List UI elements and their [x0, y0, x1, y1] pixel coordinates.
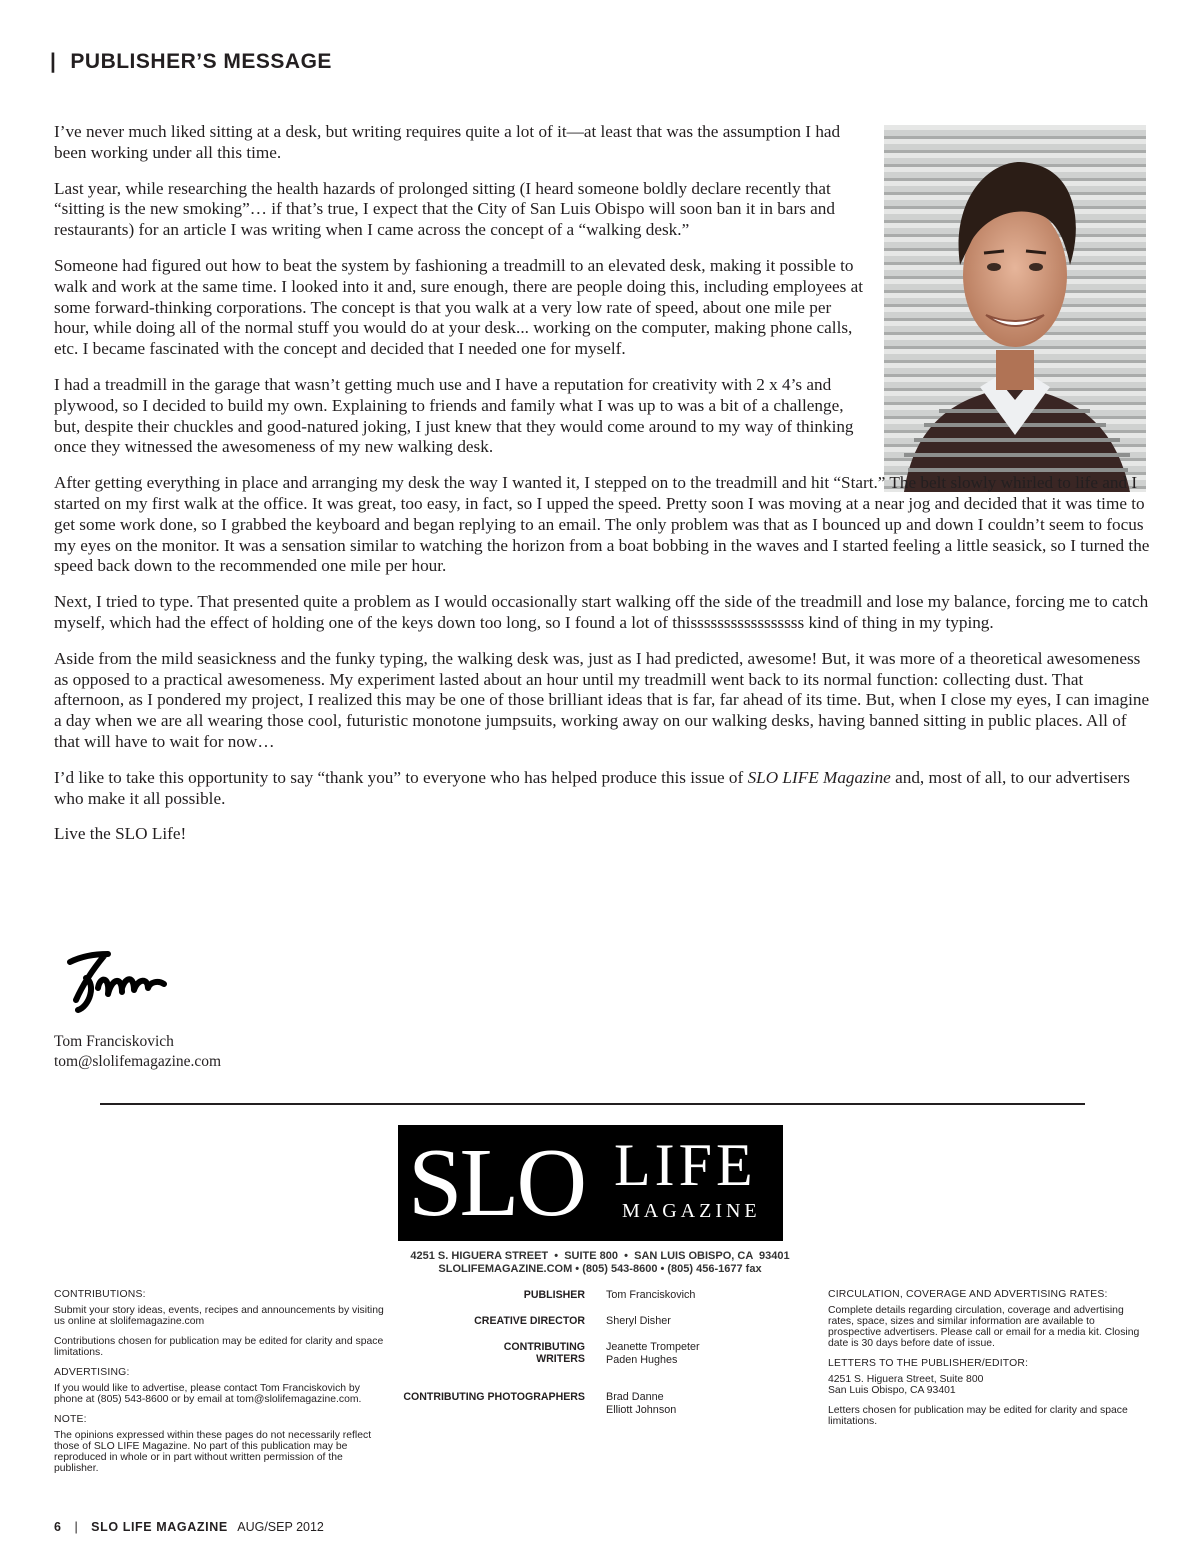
note-text: The opinions expressed within these pages do not necessarily reflect those of SLO LIFE Magazine. No part of this publication may be reproduced in whole or in part without written permission of the publisher. — [54, 1430, 372, 1474]
article-paragraph: I had a treadmill in the garage that wasn’t getting much use and I have a reputation for creativity with 2 x 4’s and plywood, so I decided to build my own. Explaining to friends and family what I was up to was a bit of a challenge, but, despite their chuckles and good-natured joking, I just knew that they would come around to my way of thinking once they witnessed the awesomeness of my new walking desk. — [54, 374, 854, 457]
author-block — [54, 1032, 221, 1072]
staff-role: PUBLISHER — [523, 1289, 585, 1301]
staff-names: Jeanette Trompeter Paden Hughes — [606, 1341, 700, 1366]
page-footer — [54, 1520, 324, 1534]
info-column-right — [828, 1289, 1148, 1436]
closing-line: Live the SLO Life! — [54, 824, 187, 844]
section-header — [50, 50, 332, 74]
contributions-note: Contributions chosen for publication may be edited for clarity and space limitations. — [54, 1336, 384, 1358]
magazine-name: SLO LIFE Magazine — [747, 767, 891, 787]
staff-role: CREATIVE DIRECTOR — [474, 1315, 585, 1327]
staff-role: CONTRIBUTING WRITERS — [503, 1341, 585, 1365]
logo-slo: SLO — [408, 1129, 585, 1237]
author-email[interactable]: tom@slolifemagazine.com — [54, 1053, 222, 1070]
letters-address-line: San Luis Obispo, CA 93401 — [828, 1385, 956, 1396]
contributions-text: Submit your story ideas, events, recipes and announcements by visiting us online at slolifemagazine.com — [54, 1305, 384, 1327]
letters-heading: LETTERS TO THE PUBLISHER/EDITOR: — [828, 1358, 1029, 1369]
logo-life: LIFE — [614, 1132, 757, 1198]
note-heading: NOTE: — [54, 1414, 87, 1425]
author-name: Tom Franciskovich — [54, 1033, 174, 1050]
logo-magazine: MAGAZINE — [622, 1200, 761, 1222]
street-address: 4251 S. HIGUERA STREET • SUITE 800 • SAN LUIS OBISPO, CA 93401 — [410, 1250, 790, 1262]
staff-names: Tom Franciskovich — [606, 1289, 696, 1301]
thanks-text-end: and, most of all, to our advertisers who make it all possible. — [54, 767, 1130, 808]
contact-line: SLOLIFEMAGAZINE.COM • (805) 543-8600 • (805) 456-1677 fax — [438, 1263, 762, 1275]
article-body — [54, 122, 1150, 860]
article-paragraph: Last year, while researching the health hazards of prolonged sitting (I heard someone boldly declare recently that “sitting is the new smoking”… if that’s true, I expect that the City of San Luis Obispo will soon ban it in bars and restaurants) for an article I was writing when I came across the concept of a “walking desk.” — [54, 178, 835, 240]
staff-role: CONTRIBUTING PHOTOGRAPHERS — [403, 1391, 585, 1403]
letters-note: Letters chosen for publication may be edited for clarity and space limitations. — [828, 1405, 1128, 1427]
rates-heading: CIRCULATION, COVERAGE AND ADVERTISING RATES: — [828, 1289, 1108, 1300]
header-bar: | — [50, 50, 57, 73]
article-paragraph: Aside from the mild seasickness and the funky typing, the walking desk was, just as I had predicted, awesome! But, it was more of a theoretical awesomeness as opposed to a practical awesomeness. My experiment lasted about an hour until my treadmill went back to its normal function: collecting dust. That afternoon, as I pondered my project, I realized this may be one of those brilliant ideas that is far, far ahead of its time. But, when I close my eyes, I can imagine a day when we are all wearing those cool, futuristic monotone jumpsuits, working away on our walking desks, having banned sitting in public places. All of that will have to wait for now… — [54, 648, 1150, 751]
footer-issue: AUG/SEP 2012 — [237, 1520, 324, 1534]
magazine-logo — [398, 1125, 783, 1241]
rates-text: Complete details regarding circulation, coverage and advertising rates, space, sizes and similar information are available to prospective advertisers. Please call or email for a media kit. Closing date is 30 days before date of issue. — [828, 1305, 1140, 1349]
info-column-left — [54, 1289, 384, 1483]
letters-address-line: 4251 S. Higuera Street, Suite 800 — [828, 1374, 984, 1385]
footer-magazine: SLO LIFE MAGAZINE — [91, 1520, 228, 1534]
article-paragraph: Next, I tried to type. That presented quite a problem as I would occasionally start walking off the side of the treadmill and lose my balance, forcing me to catch myself, which had the effect of holding one of the keys down too long, so I found a lot of thisssssssssssssssss kind of thing in my typing. — [54, 592, 1149, 632]
page-title: PUBLISHER’S MESSAGE — [70, 50, 332, 73]
thanks-paragraph — [54, 768, 1150, 810]
signature — [64, 948, 176, 1018]
staff-names: Sheryl Disher — [606, 1315, 671, 1327]
contributions-heading: CONTRIBUTIONS: — [54, 1289, 146, 1300]
article-paragraph: Someone had figured out how to beat the system by fashioning a treadmill to an elevated desk, making it possible to walk and work at the same time. I looked into it and, sure enough, there are people doing this, including employees at some forward-thinking corporations. The concept is that you walk at a very low rate of speed, about one mile per hour, while doing all of the normal stuff you would do at your desk... working on the computer, making phone calls, etc. I became fascinated with the concept and decided that I needed one for myself. — [54, 255, 864, 359]
letters-address — [828, 1374, 1148, 1396]
article-paragraph: I’ve never much liked sitting at a desk, but writing requires quite a lot of it—at least that was the assumption I had been working under all this time. — [54, 122, 841, 162]
article-paragraph: After getting everything in place and arranging my desk the way I wanted it, I stepped on to the treadmill and hit “Start.” The belt slowly whirled to life and I started on my first walk at the office. It was great, too easy, in fact, so I upped the speed. Pretty soon I was moving at a near jog and decided that it was time to get some work done, so I grabbed the keyboard and began replying to an email. The only problem was that as I bounced up and down I couldn’t seem to focus my eyes on the monitor. It was a sensation similar to watching the horizon from a boat bobbing in the waves and I started feeling a little seasick, so I turned the speed back down to the recommended one mile per hour. — [54, 473, 1150, 576]
page-number: 6 — [54, 1520, 61, 1534]
advertising-text: If you would like to advertise, please contact Tom Franciskovich by phone at (805) 543-8600 or by email at tom@slolifemagazine.com. — [54, 1383, 362, 1405]
thanks-text: I’d like to take this opportunity to say “thank you” to everyone who has helped produce this issue of — [54, 767, 748, 787]
staff-names: Brad Danne Elliott Johnson — [606, 1391, 677, 1416]
signature-icon — [64, 948, 176, 1018]
advertising-heading: ADVERTISING: — [54, 1367, 130, 1378]
divider — [100, 1103, 1085, 1105]
footer-separator: | — [74, 1520, 78, 1534]
masthead-address — [300, 1250, 900, 1276]
